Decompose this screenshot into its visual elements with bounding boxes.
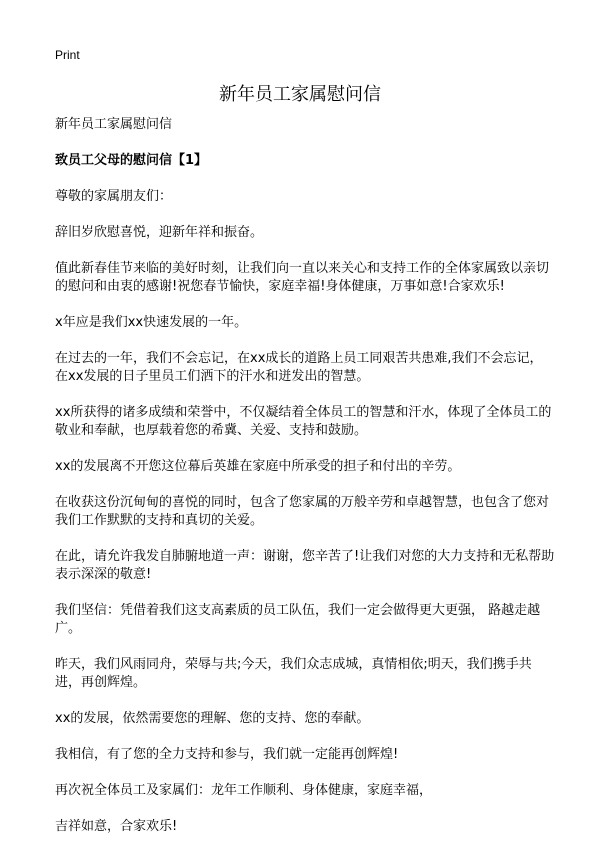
- paragraph: 昨天，我们风雨同舟，荣辱与共;今天，我们众志成城，真情相依;明天，我们携手共进，再创辉煌。: [55, 657, 532, 690]
- paragraph: xx的发展，依然需要您的理解、您的支持、您的奉献。: [55, 711, 370, 726]
- closing-line: 再次祝全体员工及家属们：龙年工作顺利、身体健康，家庭幸福，: [55, 783, 433, 798]
- section-heading: 致员工父母的慰问信【1】: [55, 153, 208, 168]
- paragraph: 辞旧岁欣慰喜悦，迎新年祥和振奋。: [55, 225, 264, 240]
- paragraph: 我相信，有了您的全力支持和参与，我们就一定能再创辉煌!: [55, 747, 399, 762]
- paragraph: 值此新春佳节来临的美好时刻，让我们向一直以来关心和支持工作的全体家属致以亲切的慰问和由衷的感谢!祝您春节愉快，家庭幸福!身体健康，万事如意!合家欢乐!: [55, 261, 550, 294]
- page-title: 新年员工家属慰问信: [219, 84, 381, 105]
- paragraph: 在过去的一年，我们不会忘记，在xx成长的道路上员工同艰苦共患难,我们不会忘记，在xx发展的日子里员工们洒下的汗水和迸发出的智慧。: [55, 351, 543, 384]
- subtitle: 新年员工家属慰问信: [55, 117, 173, 132]
- paragraph: xx所获得的诸多成绩和荣誉中，不仅凝结着全体员工的智慧和汗水，体现了全体员工的敬业和奉献，也厚载着您的希冀、关爱、支持和鼓励。: [55, 405, 552, 438]
- paragraph: 在收获这份沉甸甸的喜悦的同时，包含了您家属的万般辛劳和卓越智慧，也包含了您对我们工作默默的支持和真切的关爱。: [55, 495, 550, 528]
- greeting: 尊敬的家属朋友们：: [55, 189, 173, 204]
- closing-line: 吉祥如意，合家欢乐!: [55, 819, 178, 834]
- paragraph: x年应是我们xx快速发展的一年。: [55, 315, 248, 330]
- paragraph: 我们坚信：凭借着我们这支高素质的员工队伍，我们一定会做得更大更强， 路越走越广。: [55, 603, 541, 636]
- paragraph: xx的发展离不开您这位幕后英雄在家庭中所承受的担子和付出的辛劳。: [55, 459, 461, 474]
- print-link[interactable]: Print: [55, 48, 80, 62]
- paragraph: 在此，请允许我发自肺腑地道一声：谢谢，您辛苦了!让我们对您的大力支持和无私帮助表示深深的敬意!: [55, 549, 555, 582]
- letter-body: [55, 116, 555, 854]
